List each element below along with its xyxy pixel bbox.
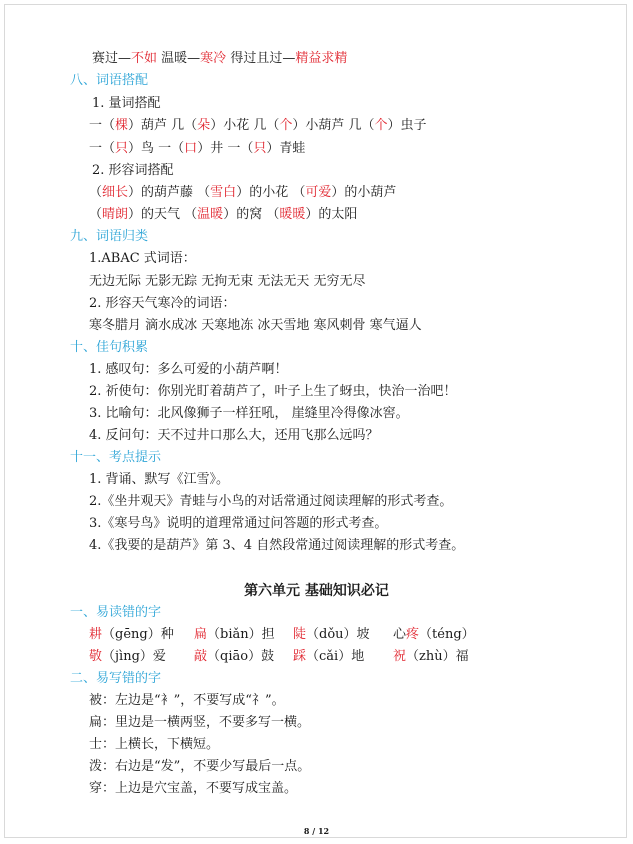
unit-section-heading-2: 二、易写错的字 <box>70 671 162 686</box>
page-number: 8 / 12 <box>303 826 330 836</box>
sentence-item: 3. 比喻句：北风像狮子一样狂吼， 崖缝里冷得像冰窖。 <box>89 406 409 421</box>
sentence-item: 1. 感叹句：多么可爱的小葫芦啊！ <box>89 362 288 377</box>
sentence-item: 2. 祈使句：你别光盯着葫芦了，叶子上生了蚜虫，快治一治吧！ <box>89 384 457 399</box>
subheading: 2. 形容天气寒冷的词语： <box>89 296 236 311</box>
measure-word-line-1: 一（棵）葫芦 几（朵）小花 几（个）小葫芦 几（个）虫子 <box>89 118 427 133</box>
pinyin-item: 心疼（téng） <box>393 627 475 642</box>
writing-tip: 穿：上边是穴宝盖，不要写成宝盖。 <box>89 781 298 796</box>
adjective-line-1: （细长）的葫芦藤 （雪白）的小花 （可爱）的小葫芦 <box>89 185 397 200</box>
exam-tip-item: 3.《寒号鸟》说明的道理常通过问答题的形式考查。 <box>89 516 388 531</box>
subheading: 1. 量词搭配 <box>92 96 161 111</box>
pinyin-item: 陡（dǒu）坡 <box>293 627 370 642</box>
word-list: 寒冬腊月 滴水成冰 天寒地冻 冰天雪地 寒风刺骨 寒气逼人 <box>89 318 422 333</box>
section-heading-9: 九、词语归类 <box>70 229 149 244</box>
adjective-line-2: （晴朗）的天气 （温暖）的窝 （暖暖）的太阳 <box>89 207 358 222</box>
pinyin-item: 敬（jìng）爱 <box>89 649 166 664</box>
sentence-item: 4. 反问句：天不过井口那么大，还用飞那么远吗？ <box>89 428 379 443</box>
pinyin-item: 敲（qiāo）鼓 <box>194 649 275 664</box>
word-list: 无边无际 无影无踪 无拘无束 无法无天 无穷无尽 <box>89 274 366 289</box>
pinyin-item: 扁（biǎn）担 <box>194 627 275 642</box>
unit-title: 第六单元 基础知识必记 <box>244 583 389 599</box>
exam-tip-item: 4.《我要的是葫芦》第 3、4 自然段常通过阅读理解的形式考查。 <box>89 538 465 553</box>
section-heading-11: 十一、考点提示 <box>70 450 162 465</box>
pinyin-item: 踩（cǎi）地 <box>293 649 365 664</box>
subheading: 2. 形容词搭配 <box>92 163 174 178</box>
exam-tip-item: 2.《坐井观天》青蛙与小鸟的对话常通过阅读理解的形式考查。 <box>89 494 453 509</box>
section-heading-8: 八、词语搭配 <box>70 73 149 88</box>
measure-word-line-2: 一（只）鸟 一（口）井 一（只）青蛙 <box>89 141 306 156</box>
section-heading-10: 十、佳句积累 <box>70 340 149 355</box>
writing-tip: 士：上横长，下横短。 <box>89 737 220 752</box>
pinyin-item: 祝（zhù）福 <box>393 649 469 664</box>
writing-tip: 被：左边是“衤”，不要写成“礻”。 <box>89 693 285 708</box>
writing-tip: 泼：右边是“发”，不要少写最后一点。 <box>89 759 311 774</box>
writing-tip: 扁：里边是一横两竖，不要多写一横。 <box>89 715 311 730</box>
exam-tip-item: 1. 背诵、默写《江雪》。 <box>89 472 230 487</box>
subheading: 1.ABAC 式词语： <box>89 251 196 266</box>
pinyin-item: 耕（gēng）种 <box>89 627 174 642</box>
antonym-line: 赛过—不如 温暖—寒冷 得过且过—精益求精 <box>92 51 348 66</box>
unit-section-heading-1: 一、易读错的字 <box>70 605 162 620</box>
